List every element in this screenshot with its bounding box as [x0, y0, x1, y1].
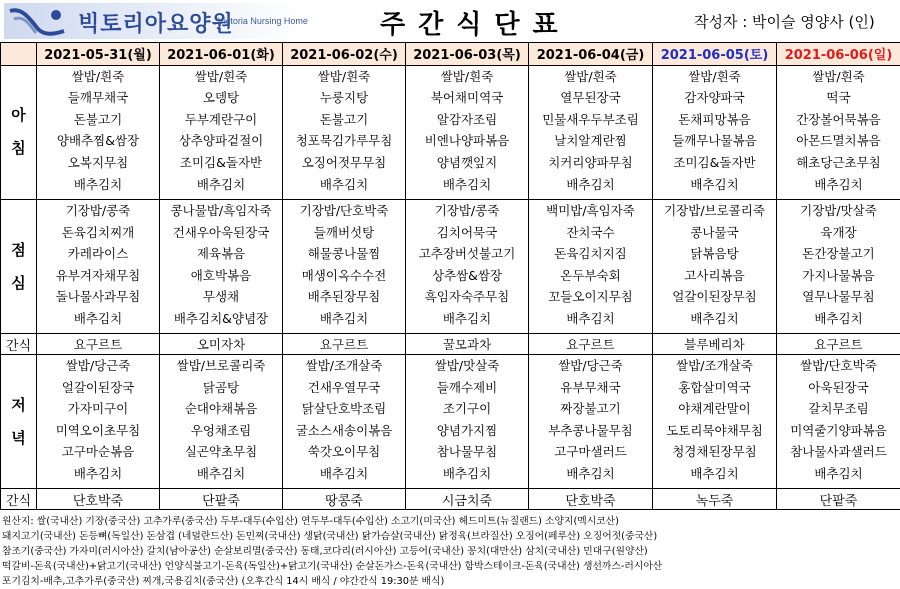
- menu-item: 쌀밥/조개살죽: [305, 358, 383, 373]
- menu-item: 돈육김치찌개: [61, 224, 135, 240]
- menu-item: 기장밥/콩죽: [434, 203, 500, 219]
- menu-item: 해초당근초무침: [796, 154, 881, 170]
- menu-item: 쌀밥/흰죽: [688, 68, 741, 84]
- snack-cell: 녹두죽: [653, 489, 777, 510]
- menu-item: 해물콩나물찜: [307, 246, 381, 262]
- snack-cell: 단팥죽: [777, 489, 900, 510]
- menu-cell: [777, 65, 900, 199]
- date-header-sunday: 2021-06-06(일): [777, 43, 900, 66]
- logo-name-english: Victoria Nursing Home: [218, 16, 308, 26]
- menu-cell: [529, 65, 653, 199]
- date-header: 2021-05-31(월): [37, 43, 160, 66]
- origin-note-line: 포기김치-배추,고추가루(중국산) 찌개,국용김치(중국산) (오후간식 14시 배식 / 야간간식 19:30분 배식): [2, 576, 445, 587]
- menu-item: 돈불고기: [319, 111, 369, 127]
- snack-cell: 블루베리차: [653, 334, 777, 355]
- menu-item: 콩나물국: [690, 224, 739, 240]
- menu-item: 기장밥/맛살죽: [800, 203, 877, 219]
- menu-item: 열무나물무침: [802, 289, 875, 305]
- menu-item: 애호박볶음: [190, 267, 252, 283]
- snack-label: 간식: [1, 334, 37, 355]
- menu-item: 고구마순볶음: [61, 444, 135, 460]
- menu-item: 배추김치: [442, 465, 492, 481]
- menu-item: 가자미구이: [67, 401, 129, 417]
- menu-item: 쌀밥/당근죽: [558, 358, 623, 373]
- meal-row-lunch: [1, 200, 900, 334]
- menu-item: 감자양파국: [684, 90, 745, 106]
- menu-cell: [160, 355, 283, 489]
- logo-mark-icon: [8, 5, 68, 37]
- menu-item: 배추김치: [319, 176, 369, 192]
- menu-item: 오복지무침: [67, 154, 129, 170]
- menu-item: 배추된장무침: [307, 289, 381, 305]
- menu-item: 잔치국수: [566, 224, 615, 240]
- snack-cell: 시금치죽: [406, 489, 529, 510]
- weekly-menu-table: [0, 42, 900, 510]
- menu-item: 돈간장불고기: [802, 246, 875, 262]
- author-line: 작성자 : 박이슬 영양사 (인): [694, 13, 875, 31]
- menu-item: 카레라이스: [67, 246, 129, 262]
- menu-item: 콩나물밥/흑임자죽: [170, 203, 272, 219]
- menu-item: 들깨무채국: [67, 90, 129, 106]
- menu-item: 간장볼어묵볶음: [796, 111, 881, 127]
- snack-cell: 땅콩죽: [283, 489, 406, 510]
- menu-item: 홍합살미역국: [678, 379, 751, 395]
- menu-item: 돈육김치지짐: [554, 246, 627, 262]
- origin-notes: [2, 514, 898, 589]
- date-header: 2021-06-02(수): [283, 43, 406, 66]
- menu-item: 배추김치: [73, 311, 123, 326]
- menu-item: 도토리묵야채무침: [666, 422, 763, 438]
- origin-note-line: 떡갈비-돈육(국내산)+닭고기(국내산) 언양식불고기-돈육(독일산)+닭고기(국내산) 순살돈가스-돈육(국내산) 함박스테이크-돈육(국내산) 생선까스-러시아산: [2, 561, 663, 572]
- header: [0, 0, 900, 42]
- menu-item: 쌀밥/당근죽: [65, 358, 131, 373]
- menu-item: 닭볶음탕: [690, 246, 739, 262]
- menu-item: 쌀밥/단호박죽: [800, 358, 877, 373]
- menu-item: 온두부숙회: [560, 267, 621, 283]
- menu-item: 미역오이초무침: [55, 422, 141, 438]
- menu-item: 배추김치: [814, 465, 863, 481]
- menu-item: 배추김치: [73, 176, 123, 192]
- menu-item: 돈불고기: [73, 111, 123, 127]
- menu-item: 배추김치: [566, 465, 615, 481]
- menu-item: 기장밥/브로콜리죽: [664, 203, 765, 219]
- menu-item: 열무된장국: [560, 90, 621, 106]
- menu-item: 매생이옥수수전: [301, 267, 387, 283]
- menu-item: 제육볶음: [196, 246, 246, 262]
- menu-item: 얼갈이된장국: [61, 379, 135, 395]
- menu-cell: [37, 200, 160, 334]
- menu-item: 가지나물볶음: [802, 267, 875, 283]
- origin-note-line: 돼지고기(국내산) 돈등뼈(독일산) 돈삼겹 (네덜란드산) 돈민찌(국내산) 생닭(국내산) 닭가슴살(국내산) 닭정육(브라질산) 오징어(페루산) 오징어젓(중국산): [2, 531, 658, 542]
- menu-item: 돈채피망볶음: [678, 111, 751, 127]
- menu-cell: [653, 65, 777, 199]
- snack-cell: 요구르트: [777, 334, 900, 355]
- meal-label-char: 점: [11, 240, 26, 259]
- menu-cell: [406, 200, 529, 334]
- menu-item: 청경채된장무침: [672, 444, 757, 460]
- snack-label: 간식: [1, 489, 37, 510]
- menu-item: 부추콩나물무침: [548, 422, 633, 438]
- origin-note-line: 참조기(중국산) 가자미(러시아산) 갈치(남아공산) 순살보리멸(중국산) 동태,코다리(러시아산) 고등어(국내산) 꽁치(대만산) 삼치(국내산) 민대구(원양산): [2, 546, 648, 557]
- menu-item: 배추김치: [690, 465, 739, 481]
- menu-item: 배추김치: [442, 311, 492, 326]
- menu-item: 돌나물사과무침: [55, 289, 141, 305]
- menu-item: 배추김치: [814, 176, 863, 192]
- menu-item: 참나물무침: [436, 444, 498, 460]
- menu-item: 야채계란말이: [678, 401, 751, 417]
- menu-cell: [406, 65, 529, 199]
- menu-item: 닭곰탕: [202, 379, 240, 395]
- date-header: 2021-06-03(목): [406, 43, 529, 66]
- menu-item: 들깨무나물볶음: [672, 133, 757, 149]
- menu-item: 들깨수제비: [436, 379, 498, 395]
- menu-item: 고구마샐러드: [554, 444, 627, 460]
- menu-item: 닭살단호박조림: [301, 401, 387, 417]
- meal-label-char: 녁: [11, 428, 26, 447]
- header-corner-cell: [1, 43, 37, 66]
- menu-item: 날치알계란찜: [554, 133, 627, 149]
- menu-item: 떡국: [826, 90, 851, 106]
- menu-item: 아욱된장국: [808, 379, 869, 395]
- menu-item: 상추쌈&쌈장: [431, 267, 503, 283]
- menu-item: 고추장버섯불고기: [418, 246, 516, 262]
- snack-cell: 단팥죽: [160, 489, 283, 510]
- menu-item: 쌀밥/흰죽: [812, 68, 865, 84]
- snack-cell: 요구르트: [283, 334, 406, 355]
- menu-item: 쑥갓오이무침: [307, 444, 381, 460]
- menu-item: 쌀밥/흰죽: [71, 68, 125, 84]
- menu-item: 짜장불고기: [560, 401, 621, 417]
- menu-cell: [777, 355, 900, 489]
- menu-item: 배추김치: [814, 311, 863, 326]
- menu-item: 치커리양파무침: [548, 154, 633, 170]
- menu-item: 배추김치: [442, 176, 492, 192]
- menu-item: 배추김치: [566, 176, 615, 192]
- snack-cell: 꿀모과차: [406, 334, 529, 355]
- menu-item: 쌀밥/맛살죽: [434, 358, 500, 373]
- menu-item: 양념깻잎지: [436, 154, 498, 170]
- menu-item: 쌀밥/흰죽: [317, 68, 371, 84]
- menu-item: 육개장: [820, 224, 857, 240]
- menu-item: 기장밥/콩죽: [65, 203, 131, 219]
- date-header: 2021-06-04(금): [529, 43, 653, 66]
- snack-cell: 요구르트: [37, 334, 160, 355]
- menu-item: 김치어묵국: [436, 224, 498, 240]
- menu-item: 배추김치: [566, 311, 615, 326]
- menu-item: 쌀밥/브로콜리죽: [176, 358, 266, 373]
- snack-cell: 단호박죽: [37, 489, 160, 510]
- meal-label-char: 아: [11, 106, 26, 125]
- snack-row-afternoon: [1, 334, 900, 355]
- menu-item: 고사리볶음: [684, 267, 745, 283]
- menu-item: 쌀밥/흰죽: [564, 68, 617, 84]
- menu-item: 아몬드멸치볶음: [796, 133, 881, 149]
- meal-label-dinner: [1, 355, 37, 489]
- menu-cell: [160, 65, 283, 199]
- menu-cell: [777, 200, 900, 334]
- menu-item: 오뎅탕: [202, 90, 240, 106]
- menu-cell: [37, 355, 160, 489]
- menu-item: 알감자조림: [436, 111, 498, 127]
- menu-cell: [283, 200, 406, 334]
- menu-item: 얼갈이된장무침: [672, 289, 757, 305]
- menu-item: 갈치무조림: [808, 401, 869, 417]
- menu-item: 누룽지탕: [319, 90, 369, 106]
- menu-item: 양배추찜&쌈장: [56, 133, 140, 149]
- menu-item: 민물새우두부조림: [542, 111, 639, 127]
- menu-item: 두부계란구이: [184, 111, 258, 127]
- menu-item: 청포묵김가루무침: [295, 133, 393, 149]
- menu-item: 조미김&돌자반: [179, 154, 263, 170]
- menu-item: 미역줄기양파볶음: [790, 422, 887, 438]
- date-header-row: [1, 43, 900, 66]
- menu-item: 기장밥/단호박죽: [299, 203, 389, 219]
- menu-cell: [529, 200, 653, 334]
- menu-item: 쌀밥/흰죽: [194, 68, 248, 84]
- page-title: 주간식단표: [380, 10, 571, 40]
- menu-item: 조미김&돌자반: [673, 154, 756, 170]
- menu-item: 북어채미역국: [430, 90, 504, 106]
- menu-item: 꼬들오이지무침: [548, 289, 633, 305]
- menu-cell: [283, 355, 406, 489]
- menu-item: 건새우아욱된장국: [172, 224, 270, 240]
- meal-row-breakfast: [1, 65, 900, 199]
- menu-item: 배추김치: [196, 176, 246, 192]
- menu-cell: [160, 200, 283, 334]
- menu-item: 배추김치: [319, 311, 369, 326]
- meal-row-dinner: [1, 355, 900, 489]
- menu-item: 들깨버섯탕: [313, 224, 375, 240]
- date-header: 2021-06-01(화): [160, 43, 283, 66]
- menu-cell: [529, 355, 653, 489]
- menu-cell: [653, 355, 777, 489]
- menu-item: 조기구이: [442, 401, 492, 417]
- menu-cell: [37, 65, 160, 199]
- snack-row-evening: [1, 489, 900, 510]
- menu-item: 배추김치: [690, 311, 739, 326]
- menu-item: 양념가지찜: [436, 422, 498, 438]
- date-header-saturday: 2021-06-05(토): [653, 43, 777, 66]
- menu-item: 무생채: [202, 289, 240, 305]
- snack-cell: 단호박죽: [529, 489, 653, 510]
- meal-label-breakfast: [1, 65, 37, 199]
- meal-label-lunch: [1, 200, 37, 334]
- menu-item: 배추김치: [196, 465, 246, 481]
- menu-item: 쌀밥/조개살죽: [676, 358, 753, 373]
- menu-cell: [283, 65, 406, 199]
- menu-cell: [653, 200, 777, 334]
- menu-cell: [406, 355, 529, 489]
- menu-item: 굴소스새송이볶음: [295, 422, 393, 438]
- snack-cell: 요구르트: [529, 334, 653, 355]
- menu-item: 건새우열무국: [307, 379, 381, 395]
- menu-item: 우엉채조림: [190, 422, 252, 438]
- origin-note-line: 원산지: 쌀(국내산) 기장(중국산) 고추가루(중국산) 두부-대두(수입산) 연두부-대두(수입산) 소고기(미국산) 헤드미트(뉴질랜드) 소양지(멕시코산): [2, 516, 619, 527]
- menu-item: 오징어젓무무침: [301, 154, 387, 170]
- menu-item: 유부겨자채무침: [55, 267, 141, 283]
- menu-item: 순대야채볶음: [184, 401, 258, 417]
- menu-item: 백미밥/흑임자죽: [546, 203, 635, 219]
- menu-item: 상추양파겉절이: [178, 133, 264, 149]
- meal-label-char: 침: [11, 139, 26, 158]
- menu-item: 배추김치: [73, 465, 123, 481]
- menu-item: 비엔나양파볶음: [424, 133, 510, 149]
- meal-label-char: 저: [11, 395, 26, 414]
- logo: [4, 3, 308, 39]
- meal-label-char: 심: [11, 273, 26, 292]
- menu-item: 배추김치: [690, 176, 739, 192]
- menu-item: 흑임자숙주무침: [424, 289, 510, 305]
- menu-item: 실곤약초무침: [184, 444, 258, 460]
- menu-item: 참나물사과샐러드: [790, 444, 887, 460]
- snack-cell: 오미자차: [160, 334, 283, 355]
- menu-item: 유부무채국: [560, 379, 621, 395]
- menu-item: 쌀밥/흰죽: [440, 68, 494, 84]
- menu-item: 배추김치: [319, 465, 369, 481]
- logo-name-korean: 빅토리아요양원: [78, 12, 234, 37]
- menu-item: 배추김치&양념장: [173, 311, 269, 326]
